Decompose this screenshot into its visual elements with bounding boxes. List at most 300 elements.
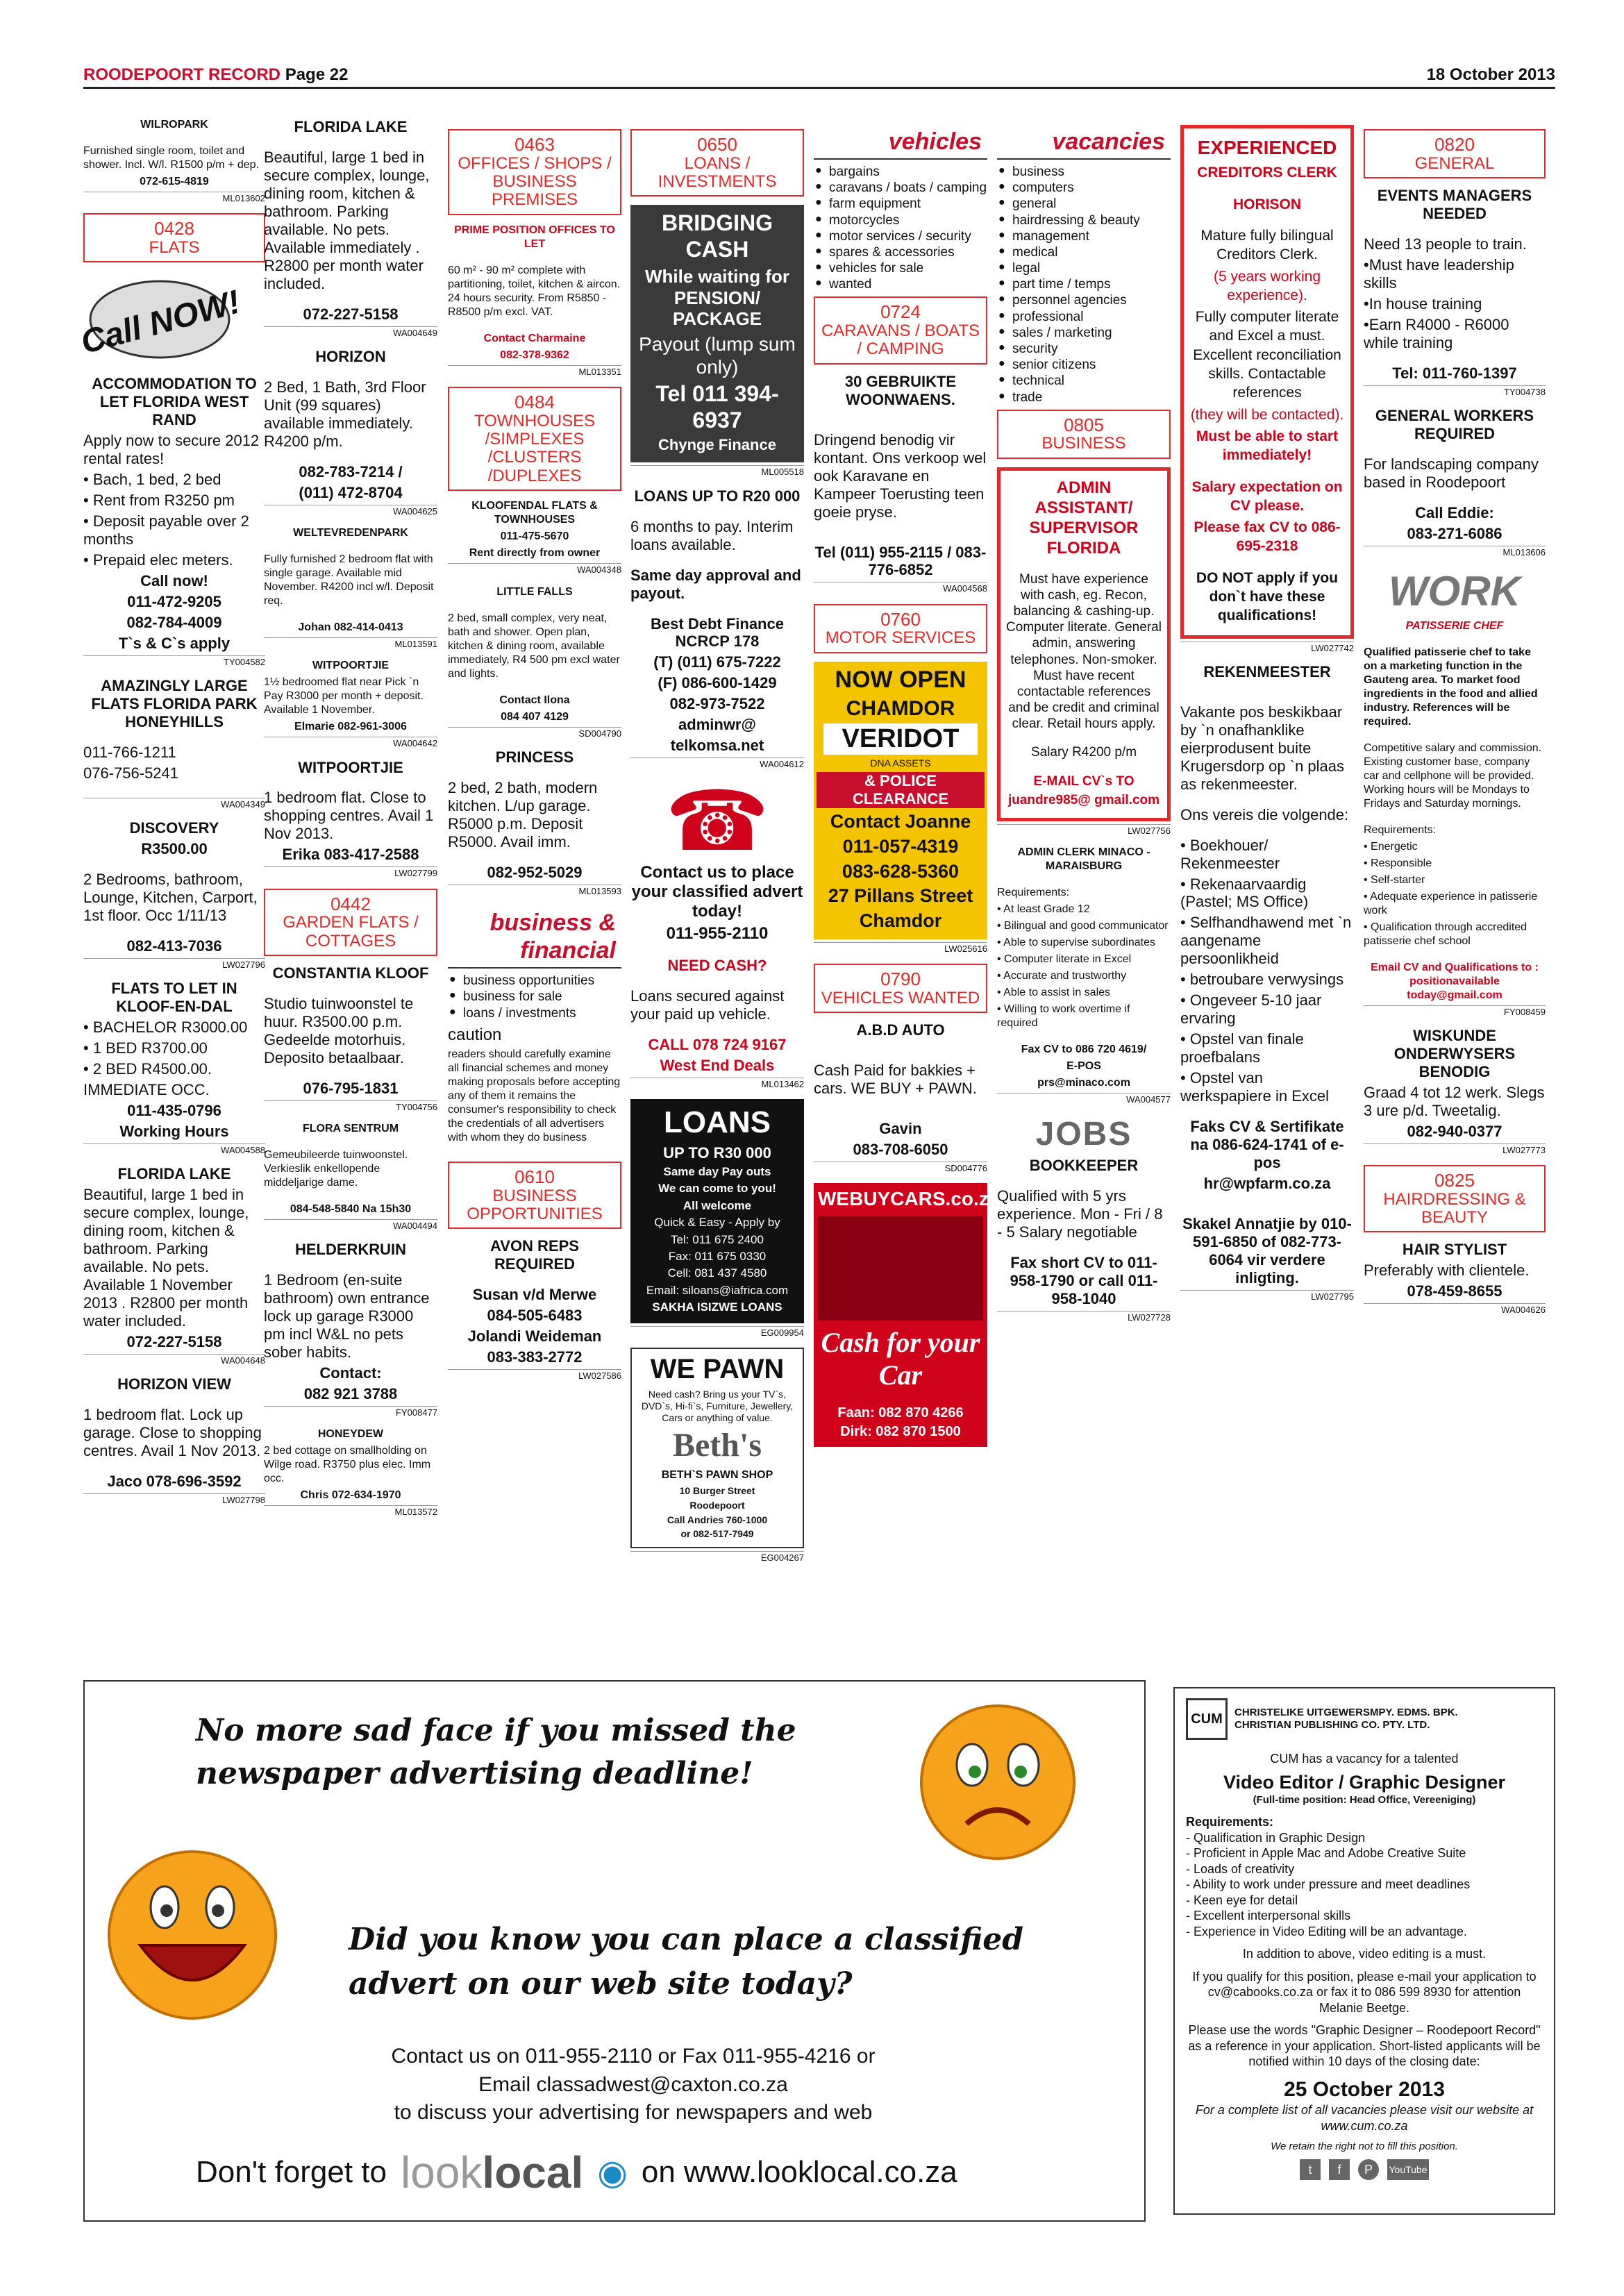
ad-text: Furnished single room, toilet and shower. Incl. W/l. R1500 p/m + dep. <box>83 145 260 171</box>
ad-bullet: •Earn R4000 - R6000 while training <box>1364 315 1509 351</box>
ad-text: Contact us to place your classified advert today! <box>631 862 803 921</box>
ad-contact: Susan v/d Merwe <box>472 1286 597 1304</box>
cum-requirement: - Keen eye for detail <box>1186 1893 1298 1907</box>
ad-text: Loans secured against your paid up vehicle. <box>630 987 785 1023</box>
ad-title: HELDERKRUIN <box>294 1241 407 1259</box>
cum-requirement: - Experience in Video Editing will be an advantage. <box>1186 1924 1467 1938</box>
ad-phone: 082-952-5029 <box>487 863 583 881</box>
ad-title: BOOKKEEPER <box>1029 1157 1139 1175</box>
ad-bullet: • Rent from R3250 pm <box>83 492 235 510</box>
ad-title: DISCOVERY <box>129 819 219 837</box>
ad-bullet: • Opstel van finale proefbalans <box>1180 1030 1304 1066</box>
category-item: ● business opportunities <box>448 973 621 989</box>
ad-bullet: • 2 BED R4500.00. <box>83 1059 212 1078</box>
ad-ref: ML013593 <box>448 885 621 896</box>
ad-ref: WA004625 <box>264 505 437 517</box>
ad-bullet: • Rekenaarvaardig (Pastel; MS Office) <box>1180 875 1309 911</box>
ad-phone: 083-271-6086 <box>1407 524 1502 542</box>
category-item: ● business <box>997 164 1171 180</box>
section-header-loans: 0650 LOANS / INVESTMENTS <box>630 129 804 196</box>
ad-text: Need 13 people to train. <box>1364 235 1527 253</box>
ad-contact: Call Eddie: <box>1415 503 1494 521</box>
ad-text: Apply now to secure 2012 rental rates! <box>83 432 260 468</box>
category-item: ● senior citizens <box>997 357 1171 373</box>
ad-phone: CALL 078 724 9167 <box>648 1035 787 1053</box>
ad-title: PRIME POSITION OFFICES TO LET <box>454 224 615 250</box>
ad-ref: ML013462 <box>630 1078 804 1089</box>
ad-phone: (T) (011) 675-7222 <box>653 653 781 671</box>
ad-ref: LW025616 <box>814 942 987 954</box>
ad-phone: 084-505-6483 <box>487 1307 583 1325</box>
column-3 <box>448 125 621 1391</box>
cum-closing-date: 25 October 2013 <box>1284 2077 1445 2101</box>
ad-phone: (011) 472-8704 <box>299 483 403 501</box>
ad-ref: WA004649 <box>264 326 437 338</box>
section-header-caravans: 0724 CARAVANS / BOATS / CAMPING <box>814 296 987 364</box>
ad-ref: WA004568 <box>814 582 987 594</box>
ad-text: Beautiful, large 1 bed in secure complex, lounge, dining room, kitchen & bathroom. Parking available. No pets. Available immediately . R2800 per month water included. <box>264 148 430 292</box>
ad-title: HAIR STYLIST <box>1402 1241 1507 1259</box>
ad-title: WILROPARK <box>140 119 208 131</box>
column-1 <box>83 118 265 1515</box>
ad-bullet: • Computer literate in Excel <box>997 953 1132 966</box>
ad-bullet: •Must have leadership skills <box>1364 255 1514 292</box>
looklocal-line: Don't forget to looklocal ◉ on www.looklocal.co.za <box>196 2147 957 2197</box>
ad-phone: 011-475-5670 <box>500 530 569 543</box>
ad-ref: LW027798 <box>83 1493 265 1505</box>
ad-ref: EG004267 <box>630 1551 804 1563</box>
column-8 <box>1364 125 1546 1325</box>
cum-requirement: - Excellent interpersonal skills <box>1186 1909 1351 1922</box>
ad-text: Fully furnished 2 bedroom flat with single garage. Available mid November. R4200 incl w/l. Deposit req. <box>264 553 434 607</box>
promo-headline: No more sad face if you missed the newspaper advertising deadline! <box>196 1713 796 1791</box>
ad-bullet: • Selfhandhawend met `n aangename persoonlikheid <box>1180 914 1352 968</box>
ad-text: Competitive salary and commission. Existing customer base, company car and cellphone will be provided. Working hours will be Mondays to Fridays and Saturday mornings. <box>1364 741 1542 810</box>
ad-ref: LW027773 <box>1364 1143 1546 1155</box>
business-financial-list <box>448 973 621 1021</box>
ad-title: LOANS UP TO R20 000 <box>634 487 801 505</box>
vehicles-list <box>814 164 987 292</box>
call-now-logo <box>83 271 265 375</box>
bridging-cash-ad: BRIDGING CASH While waiting for PENSION/ PACKAGE Payout (lump sum only) Tel 011 394-6937 Chynge Finance <box>630 205 804 462</box>
ad-text: IMMEDIATE OCC. <box>83 1080 210 1098</box>
cum-requirement: - Ability to work under pressure and meet deadlines <box>1186 1877 1471 1891</box>
cum-requirement: - Proficient in Apple Mac and Adobe Creative Suite <box>1186 1846 1466 1860</box>
ad-phone: 084-548-5840 Na 15h30 <box>290 1203 412 1216</box>
s-loans-ad: LOANS UP TO R30 000 Same day Pay outs We can come to you! All welcome Quick & Easy - Apply by Tel: 011 675 2400 Fax: 011 675 0330 Cell: 081 437 4580 Email: siloans@iafrica.com SAKHA ISIZWE LOANS <box>630 1099 804 1323</box>
column-5 <box>814 125 1000 1447</box>
ad-title: GENERAL WORKERS REQUIRED <box>1375 406 1534 442</box>
ad-text: 2 bed cottage on smallholding on Wilge road. R3750 plus elec. Imm occ. <box>264 1445 431 1485</box>
ad-title: EVENTS MANAGERS NEEDED <box>1377 186 1532 222</box>
category-item: ● farm equipment <box>814 196 987 212</box>
ad-phone: 011-955-2110 <box>666 924 769 944</box>
ad-ref: LW027728 <box>997 1311 1171 1323</box>
promo-contact: Contact us on 011-955-2110 or Fax 011-955-4216 or Email classadwest@caxton.co.za to discuss your advertising for newspapers and web <box>391 2045 876 2124</box>
category-item: ● caravans / boats / camping <box>814 180 987 196</box>
ad-phone: (F) 086-600-1429 <box>658 674 777 692</box>
ad-bullet: • Able to supervise subordinates <box>997 937 1155 949</box>
ad-ref: ML013351 <box>448 365 621 377</box>
ad-bullet: • Willing to work overtime if required <box>997 1003 1130 1030</box>
ad-title: A.B.D AUTO <box>856 1021 945 1039</box>
ad-ref: TY004582 <box>83 655 265 667</box>
ad-ref: WA004494 <box>264 1219 437 1231</box>
ad-contact: E-POS <box>1066 1060 1101 1073</box>
ad-title: FLORIDA LAKE <box>294 118 408 135</box>
social-icons <box>1186 2159 1543 2180</box>
ad-bullet: • BACHELOR R3000.00 <box>83 1019 248 1037</box>
ad-phone: Chris 072-634-1970 <box>300 1489 401 1502</box>
ad-bullet: • Deposit payable over 2 months <box>83 512 249 548</box>
ad-ref: WA004588 <box>83 1143 265 1155</box>
category-item: ● spares & accessories <box>814 244 987 260</box>
ad-text: Requirements: <box>997 887 1070 899</box>
ad-phone: Johan 082-414-0413 <box>298 621 403 633</box>
ad-ref: LW027799 <box>264 866 437 878</box>
cum-requirement: - Loads of creativity <box>1186 1861 1295 1876</box>
category-item: ● vehicles for sale <box>814 260 987 276</box>
column-2 <box>264 118 437 1527</box>
ad-phone: 011-472-9205 <box>127 592 221 610</box>
globe-icon: ◉ <box>597 2153 628 2192</box>
ad-phone: 082-413-7036 <box>126 937 222 955</box>
webuycars-ad: WEBUYCARS.co.za Cash for your Car Faan: 082 870 4266 Dirk: 082 870 1500 <box>814 1183 987 1447</box>
section-header-offices: 0463 OFFICES / SHOPS / BUSINESS PREMISES <box>448 129 621 215</box>
category-item: ● trade <box>997 389 1171 405</box>
ad-ref: LW027742 <box>1180 642 1354 653</box>
ad-bullet: • 1 BED R3700.00 <box>83 1039 208 1057</box>
cum-job-subtitle: (Full-time position: Head Office, Vereeniging) <box>1253 1794 1476 1807</box>
twitter-icon: t <box>1300 2159 1321 2180</box>
ad-phone: Erika 083-417-2588 <box>282 846 419 864</box>
ad-text: 1 Bedroom (en-suite bathroom) own entrance lock up garage R3000 pm incl W&L no pets sober habits. <box>264 1271 430 1361</box>
cum-vacancy-ad <box>1173 1687 1555 2215</box>
ad-title: HORIZON <box>315 347 386 365</box>
ad-text: Vakante pos beskikbaar by `n onafhanklike eierprodusent buite Krugersdorp op `n plaas as rekenmeester. <box>1180 703 1345 793</box>
ad-bullet: •In house training <box>1364 294 1482 312</box>
ad-contact: Contact: <box>319 1364 382 1382</box>
ad-ref: FY008477 <box>264 1406 437 1418</box>
category-item: ● bargains <box>814 164 987 180</box>
ad-price: R3500.00 <box>141 840 208 858</box>
ad-email: Email CV and Qualifications to : positionavailable today@gmail.com <box>1371 961 1539 1001</box>
ad-phone: 072-615-4819 <box>140 176 209 187</box>
pinterest-icon: P <box>1358 2159 1379 2180</box>
category-item: ● sales / marketing <box>997 325 1171 341</box>
caution-title: caution <box>448 1025 502 1044</box>
ad-phone: 072-227-5158 <box>126 1332 222 1350</box>
ad-bullet: • At least Grade 12 <box>997 903 1090 916</box>
ad-title: FLORIDA LAKE <box>117 1165 231 1183</box>
ad-text: Cash Paid for bakkies + cars. WE BUY + PAWN. <box>814 1062 977 1098</box>
category-item: ● legal <box>997 260 1171 276</box>
category-item: ● part time / temps <box>997 276 1171 292</box>
ad-title: REKENMEESTER <box>1203 662 1331 680</box>
facebook-icon: f <box>1329 2159 1350 2180</box>
ad-text: Beautiful, large 1 bed in secure complex, lounge, dining room, kitchen & bathroom. Parking available. No pets. Available 1 November 2013 . R2800 per month water included. <box>83 1186 249 1330</box>
section-header-flats: 0428 FLATS <box>83 213 265 262</box>
category-item: ● professional <box>997 309 1171 325</box>
classified-promo-banner <box>83 1680 1146 2222</box>
ad-text: Dringend benodig vir kontant. Ons verkoop wel ook Karavane en Kampeer Toerusting teen goeie pryse. <box>814 430 987 521</box>
ad-phone: Tel: 011-760-1397 <box>1392 364 1517 382</box>
cum-logo-block: CUM CHRISTELIKE UITGEWERSMPY. EDMS. BPK. CHRISTIAN PUBLISHING CO. PTY. LTD. <box>1186 1698 1543 1740</box>
ad-ref: FY008459 <box>1364 1005 1546 1017</box>
ad-bullet: • Able to assist in sales <box>997 987 1111 999</box>
ad-ref: LW027796 <box>83 958 265 970</box>
ad-ref: SD004790 <box>448 727 621 739</box>
ad-contact: Fax short CV to 011-958-1790 or call 011-958-1040 <box>1010 1254 1158 1307</box>
category-item: ● business for sale <box>448 989 621 1005</box>
section-header-business-opportunities: 0610 BUSINESS OPPORTUNITIES <box>448 1162 621 1229</box>
publication-date: 18 October 2013 <box>1426 65 1555 84</box>
ad-note: Working Hours <box>119 1122 229 1140</box>
cum-logo: CUM <box>1186 1698 1228 1740</box>
ad-title: WISKUNDE ONDERWYSERS BENODIG <box>1393 1027 1516 1080</box>
ad-ref: TY004738 <box>1364 385 1546 397</box>
ad-text: 6 months to pay. Interim loans available. <box>630 517 794 553</box>
ad-ref: WA004577 <box>997 1093 1171 1105</box>
ad-ref: ML013591 <box>264 637 437 649</box>
ad-bullet: • Opstel van werkspapiere in Excel <box>1180 1069 1329 1105</box>
section-header-garden-flats: 0442 GARDEN FLATS / COTTAGES <box>264 889 437 956</box>
ad-text: 2 Bedrooms, bathroom, Lounge, Kitchen, Carport, 1st floor. Occ 1/11/13 <box>83 870 258 924</box>
cum-disclaimer: We retain the right not to fill this position. <box>1271 2140 1458 2152</box>
jobs-logo: JOBS <box>1035 1115 1132 1153</box>
category-header-business-financial: business & financial <box>448 906 621 969</box>
ad-phone: 072-227-5158 <box>303 305 399 323</box>
ad-text: Studio tuinwoonstel te huur. R3500.00 p.m. Gedeelde motorhuis. Deposito betaalbaar. <box>264 994 414 1066</box>
ad-note: T`s & C`s apply <box>118 634 231 652</box>
column-4 <box>630 125 804 1573</box>
cum-job-title: Video Editor / Graphic Designer <box>1223 1771 1506 1793</box>
category-item: ● hairdressing & beauty <box>997 212 1171 228</box>
caution-text: readers should carefully examine all financial schemes and money making proposals before accepting any of them it remains the consumer's responsibility to check the credentials of all advertisers with whom they do business <box>448 1048 621 1143</box>
cum-requirements-heading: Requirements: <box>1186 1815 1274 1829</box>
ad-phone: 083-708-6050 <box>853 1141 948 1159</box>
ad-title: 30 GEBRUIKTE WOONWAENS. <box>844 372 957 408</box>
ad-ref: ML013602 <box>83 192 265 203</box>
category-item: ● medical <box>997 244 1171 260</box>
ad-title: WELTEVREDENPARK <box>293 526 408 539</box>
ad-ref: SD004776 <box>814 1162 987 1173</box>
ad-bullet: • Energetic <box>1364 840 1418 853</box>
ad-ref: WA004626 <box>1364 1303 1546 1315</box>
ad-bullet: • Bach, 1 bed, 2 bed <box>83 471 221 489</box>
ad-bullet: • Self-starter <box>1364 873 1425 886</box>
ad-text: 1½ bedroomed flat near Pick `n Pay R3000 per month + deposit. Available 1 November. <box>264 676 424 717</box>
ad-title: PATISSERIE CHEF <box>1405 619 1504 632</box>
category-header-vacancies: vacancies <box>997 125 1171 160</box>
ad-text: 2 bed, 2 bath, modern kitchen. L/up garage. R5000 p.m. Deposit R5000. Avail imm. <box>448 778 598 850</box>
category-item: ● motor services / security <box>814 228 987 244</box>
ad-phone: 011-766-1211 <box>83 743 176 761</box>
ad-text: Graad 4 tot 12 werk. Slegs 3 ure p/d. Tweetalig. <box>1364 1083 1545 1119</box>
ad-phone: Jaco 078-696-3592 <box>107 1472 242 1490</box>
ad-ref: WA004349 <box>83 798 265 810</box>
ad-title: FLORA SENTRUM <box>302 1123 399 1135</box>
ad-text: 1 bedroom flat. Lock up garage. Close to shopping centres. Avail 1 Nov 2013. <box>83 1405 262 1459</box>
ad-phone: Elmarie 082-961-3006 <box>294 721 407 733</box>
telephone-icon: ☎ <box>665 774 769 868</box>
dealers-photo <box>818 1216 983 1321</box>
ad-ref: WA004612 <box>630 757 804 769</box>
ad-bullet: • betroubare verwysings <box>1180 971 1344 989</box>
ad-text: Same day approval and payout. <box>630 566 801 602</box>
cum-requirement: - Qualification in Graphic Design <box>1186 1830 1366 1845</box>
ad-phone: Tel (011) 955-2115 / 083-776-6852 <box>814 543 987 579</box>
ad-title: CONSTANTIA KLOOF <box>272 964 429 982</box>
ad-text: Requirements: <box>1364 823 1437 836</box>
ad-contact: Skakel Annatjie by 010-591-6850 of 082-773-6064 vir verdere inligting. <box>1182 1214 1352 1287</box>
cum-apply: If you qualify for this position, please e-mail your application to cv@cabooks.co.za or fax it to 086 599 8930 for attention Melanie Beetge. <box>1192 1969 1537 2015</box>
category-item: ● management <box>997 228 1171 244</box>
ad-title: ADMIN CLERK MINACO - MARAISBURG <box>1017 846 1150 873</box>
ad-title: ACCOMMODATION TO LET FLORIDA WEST RAND <box>92 375 257 429</box>
ad-call: Call now! <box>140 571 208 589</box>
looklocal-logo: looklocal <box>401 2147 584 2197</box>
ad-email: telkomsa.net <box>670 737 764 755</box>
ad-phone: 082-973-7522 <box>669 695 765 713</box>
ad-bullet: • Accurate and trustworthy <box>997 970 1127 982</box>
ad-ref: WA004642 <box>264 737 437 748</box>
ad-phone: 082-378-9362 <box>500 349 569 361</box>
vacancies-list <box>997 164 1171 405</box>
ad-email: adminwr@ <box>678 716 756 734</box>
ad-text: Ons vereis die volgende: <box>1180 805 1349 823</box>
category-item: ● motorcycles <box>814 212 987 228</box>
cum-note: In addition to above, video editing is a must. <box>1242 1947 1487 1961</box>
ad-text: Qualified with 5 yrs experience. Mon - Fri / 8 - 5 Salary negotiable <box>997 1187 1163 1241</box>
ad-text: 1 bedroom flat. Close to shopping centres. Avail 1 Nov 2013. <box>264 789 434 843</box>
ad-bullet: • Bilingual and good communicator <box>997 920 1169 932</box>
section-header-hairdressing: 0825 HAIRDRESSING & BEAUTY <box>1364 1165 1546 1232</box>
ad-text: Gemeubileerde tuinwoonstel. Verkieslik enkellopende middeljarige dame. <box>264 1149 408 1189</box>
ad-title: NEED CASH? <box>667 956 767 974</box>
ad-title: HONEYDEW <box>317 1428 384 1441</box>
section-header-vehicles-wanted: 0790 VEHICLES WANTED <box>814 964 987 1013</box>
ad-bullet: • Responsible <box>1364 857 1432 869</box>
column-7 <box>1180 125 1354 1312</box>
ad-bullet: • Prepaid elec meters. <box>83 551 233 569</box>
ad-title: WITPOORTJIE <box>298 758 403 776</box>
ad-contact: Gavin <box>879 1120 922 1138</box>
ad-ref: LW027756 <box>997 824 1171 836</box>
column-6 <box>997 125 1171 1332</box>
happy-face-icon <box>99 1841 286 2029</box>
cum-website: For a complete list of all vacancies please visit our website at www.cum.co.za <box>1195 2103 1534 2133</box>
ad-contact: Jolandi Weideman <box>467 1327 602 1346</box>
cum-reference: Please use the words "Graphic Designer – Roodepoort Record" as a reference in your application. Short-listed applicants will be notified within 10 days of the closing date: <box>1188 2023 1541 2068</box>
ad-ref: ML013572 <box>264 1505 437 1517</box>
section-header-motor-services: 0760 MOTOR SERVICES <box>814 604 987 653</box>
ad-title: FLATS TO LET IN KLOOF-EN-DAL <box>111 980 237 1016</box>
sad-face-icon <box>911 1695 1085 1869</box>
ad-bullet: • Adequate experience in patisserie work <box>1364 890 1538 916</box>
category-item: ● technical <box>997 373 1171 389</box>
ad-text: For landscaping company based in Roodepoort <box>1364 455 1539 491</box>
creditors-clerk-ad: EXPERIENCED CREDITORS CLERK HORISON Mature fully bilingual Creditors Clerk. (5 years working experience). Fully computer literate and Excel a must. Excellent reconciliation skills. Contactable references (they will be contacted). Must be able to start immediately! Salary expectation on CV please. Please fax CV to 086-695-2318 DO NOT apply if you don`t have these qualifications! <box>1180 125 1354 639</box>
cum-intro: CUM has a vacancy for a talented <box>1270 1752 1459 1766</box>
work-logo: WORK <box>1389 567 1521 614</box>
ad-ref: EG009954 <box>630 1326 804 1338</box>
ad-title: PRINCESS <box>495 748 574 766</box>
category-item: ● general <box>997 196 1171 212</box>
ad-text: Preferably with clientele. <box>1364 1262 1530 1280</box>
ad-phone: 011-435-0796 <box>127 1101 221 1119</box>
section-header-business: 0805 BUSINESS <box>997 410 1171 459</box>
svg-text:Call NOW!: Call NOW! <box>83 283 244 362</box>
veridot-ad: NOW OPEN CHAMDOR VERIDOT DNA ASSETS & POLICE CLEARANCE Contact Joanne 011-057-4319 083-628-5360 27 Pillans Street Chamdor <box>814 662 987 939</box>
admin-assistant-ad: ADMIN ASSISTANT/ SUPERVISOR FLORIDA Must have experience with cash, eg. Recon, balancing & cashing-up. Computer literate. General admin, answering telephones. Non-smoker. Must have recent contactable references and be credit and criminal clear. Retail hours apply. Salary R4200 p/m E-MAIL CV`s TO juandre985@ gmail.com <box>997 467 1171 821</box>
ad-title: LITTLE FALLS <box>496 585 573 598</box>
page-header <box>83 61 1555 89</box>
ad-ref: ML013606 <box>1364 546 1546 558</box>
ad-bullet: • Qualification through accredited patisserie chef school <box>1364 921 1527 947</box>
ad-ref: LW027586 <box>448 1369 621 1381</box>
ad-title: HORIZON VIEW <box>117 1375 231 1393</box>
ad-phone: 083-383-2772 <box>487 1348 583 1366</box>
ad-phone: 082-940-0377 <box>1407 1122 1502 1140</box>
ad-title: WITPOORTJIE <box>312 660 390 672</box>
ad-text: Qualified patisserie chef to take on a marketing function in the Gauteng area. To market food ingredients in the food and allied industry. References will be required. <box>1364 646 1538 728</box>
category-item: ● personnel agencies <box>997 292 1171 308</box>
section-header-general: 0820 GENERAL <box>1364 129 1546 178</box>
ad-phone: 082-784-4009 <box>126 613 222 631</box>
publication-name: ROODEPOORT RECORD Page 22 <box>83 65 349 84</box>
ad-ref: ML005518 <box>630 465 804 477</box>
ad-phone: 076-756-5241 <box>83 764 179 782</box>
ad-text: 2 bed, small complex, very neat, bath and shower. Open plan, kitchen & dining room, available immediately, R4 500 pm excl water and lights. <box>448 612 620 680</box>
category-item: ● loans / investments <box>448 1005 621 1021</box>
youtube-icon: YouTube <box>1387 2159 1429 2180</box>
category-header-vehicles: vehicles <box>814 125 987 160</box>
category-item: ● wanted <box>814 276 987 292</box>
promo-question: Did you know you can place a classified advert on our web site today? <box>349 1922 1023 2002</box>
ad-contact: Best Debt Finance NCRCP 178 <box>651 614 784 651</box>
ad-email: prs@minaco.com <box>1037 1077 1130 1089</box>
ad-phone: 084 407 4129 <box>501 710 569 723</box>
section-header-townhouses: 0484 TOWNHOUSES /SIMPLEXES /CLUSTERS /DUPLEXES <box>448 387 621 491</box>
ad-ref: WA004348 <box>448 563 621 575</box>
ad-contact: Faks CV & Sertifikate na 086-624-1741 of e-pos <box>1190 1117 1344 1171</box>
ad-phone: 076-795-1831 <box>303 1079 399 1097</box>
category-item: ● computers <box>997 180 1171 196</box>
ad-contact: Contact Charmaine <box>483 332 586 344</box>
ad-bullet: • Boekhouer/ Rekenmeester <box>1180 836 1280 872</box>
ad-email: hr@wpfarm.co.za <box>1203 1174 1331 1192</box>
ad-ref: LW027795 <box>1180 1290 1354 1302</box>
ad-title: AVON REPS REQUIRED <box>490 1237 579 1273</box>
ad-title: AMAZINGLY LARGE FLATS FLORIDA PARK HONEYHILLS <box>91 676 258 730</box>
ad-ref: TY004756 <box>264 1100 437 1112</box>
ad-phone: 082 921 3788 <box>303 1385 398 1403</box>
ad-title: KLOOFENDAL FLATS & TOWNHOUSES <box>471 500 598 526</box>
ad-bullet: • Ongeveer 5-10 jaar ervaring <box>1180 991 1322 1028</box>
ad-text: 2 Bed, 1 Bath, 3rd Floor Unit (99 squares) available immediately. R4200 p/m. <box>264 378 426 450</box>
ad-text: Rent directly from owner <box>469 547 601 560</box>
we-pawn-ad: WE PAWN Need cash? Bring us your TV`s, DVD`s, Hi-fi`s, Furniture, Jewellery, Cars or anything of value. Beth's BETH`S PAWN SHOP 10 Burger Street Roodepoort Call Andries 760-1000 or 082-517-7949 <box>630 1348 804 1548</box>
ad-text: 60 m² - 90 m² complete with partitioning, toilet, kitchen & aircon. 24 hours security. From R5850 - R8500 p/m excl. VAT. <box>448 264 621 318</box>
ad-contact: Fax CV to 086 720 4619/ <box>1021 1044 1147 1056</box>
category-item: ● security <box>997 341 1171 357</box>
ad-phone: 078-459-8655 <box>1407 1282 1502 1300</box>
ad-contact: West End Deals <box>660 1056 775 1074</box>
ad-phone: 082-783-7214 / <box>299 462 403 480</box>
ad-contact: Contact Ilona <box>499 694 570 706</box>
ad-ref: WA004648 <box>83 1354 265 1366</box>
